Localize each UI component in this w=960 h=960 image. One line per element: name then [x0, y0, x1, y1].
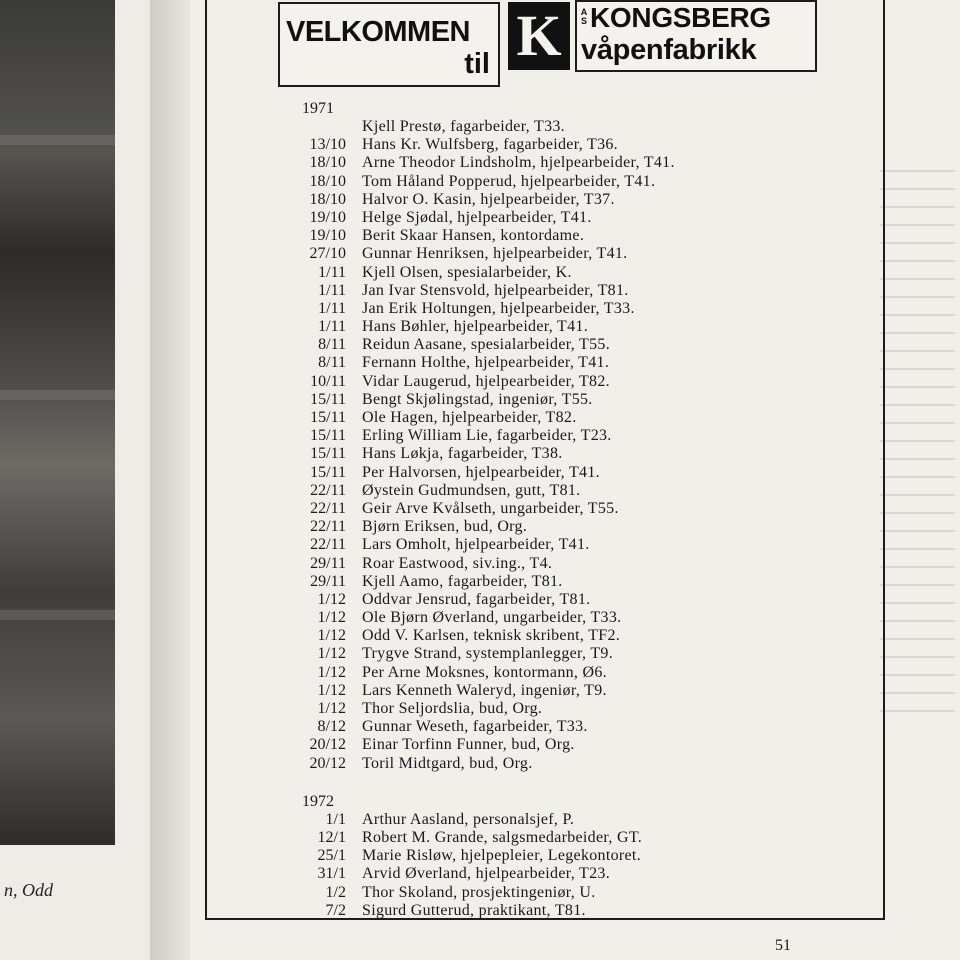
- entry-text: Per Halvorsen, hjelpearbeider, T41.: [362, 463, 600, 481]
- list-item: [290, 173, 860, 191]
- section-gap: [290, 773, 860, 793]
- list-item: [290, 464, 860, 482]
- entry-text: Kjell Aamo, fagarbeider, T81.: [362, 572, 563, 590]
- list-item: [290, 755, 860, 773]
- list-item: [290, 282, 860, 300]
- company-name: KONGSBERG: [590, 2, 771, 33]
- entry-text: Hans Løkja, fagarbeider, T38.: [362, 445, 563, 463]
- entry-date: 1/11: [318, 299, 346, 317]
- list-item: [290, 154, 860, 172]
- entry-date: 1/12: [317, 700, 346, 717]
- entry-date: 8/11: [318, 354, 346, 372]
- photo-collage: [0, 0, 115, 845]
- entry-text: Thor Skoland, prosjektingeniør, U.: [362, 883, 596, 901]
- list-item: [290, 884, 860, 902]
- entry-date: 1/12: [317, 627, 346, 645]
- entry-text: Odd V. Karlsen, teknisk skribent, TF2.: [362, 627, 621, 645]
- list-item: [290, 209, 860, 227]
- entry-date: 1/11: [318, 281, 346, 299]
- list-item: [290, 354, 860, 372]
- entry-date: 22/11: [310, 499, 346, 517]
- entry-date: 20/12: [309, 754, 346, 772]
- show-through-text: [880, 170, 955, 720]
- entry-date: 22/11: [310, 481, 346, 499]
- entry-date: 12/1: [317, 828, 346, 846]
- entry-text: Bengt Skjølingstad, ingeniør, T55.: [362, 390, 593, 408]
- list-item: [290, 118, 860, 136]
- entry-text: Øystein Gudmundsen, gutt, T81.: [362, 481, 581, 499]
- entry-text: Arvid Øverland, hjelpearbeider, T23.: [362, 865, 611, 883]
- entry-text: Arne Theodor Lindsholm, hjelpearbeider, T41.: [362, 154, 675, 172]
- list-item: [290, 136, 860, 154]
- entry-text: Vidar Laugerud, hjelpearbeider, T82.: [362, 372, 610, 390]
- entry-text: Trygve Strand, systemplanlegger, T9.: [362, 645, 614, 663]
- list-item: [290, 227, 860, 245]
- entry-date: 15/11: [310, 463, 346, 481]
- list-item: [290, 482, 860, 500]
- entry-date: 25/1: [317, 847, 346, 865]
- list-item: [290, 811, 860, 829]
- entry-text: Per Arne Moksnes, kontormann, Ø6.: [362, 663, 607, 681]
- list-item: [290, 865, 860, 883]
- entry-date: 1/12: [317, 609, 346, 627]
- list-item: [290, 373, 860, 391]
- entry-text: Bjørn Eriksen, bud, Org.: [362, 518, 528, 536]
- year-heading: 1972: [302, 792, 334, 810]
- entry-text: Helge Sjødal, hjelpearbeider, T41.: [362, 208, 592, 226]
- entry-date: 19/10: [309, 227, 346, 245]
- list-item: [290, 645, 860, 663]
- entry-date: 22/11: [310, 518, 346, 536]
- list-item: [290, 664, 860, 682]
- entry-text: Einar Torfinn Funner, bud, Org.: [362, 736, 575, 754]
- entry-text: Oddvar Jensrud, fagarbeider, T81.: [362, 590, 591, 608]
- entry-date: 15/11: [310, 445, 346, 463]
- list-item: [290, 318, 860, 336]
- list-item: [290, 191, 860, 209]
- photo-divider: [0, 135, 115, 145]
- entry-text: Berit Skaar Hansen, kontordame.: [362, 227, 585, 245]
- page-number: 51: [775, 937, 791, 954]
- entry-date: 1/12: [317, 590, 346, 608]
- kongsberg-logo: K: [508, 2, 570, 70]
- list-item: [290, 591, 860, 609]
- list-item: [290, 555, 860, 573]
- list-item: [290, 336, 860, 354]
- entry-date: 29/11: [310, 554, 346, 572]
- entry-date: 22/11: [310, 536, 346, 554]
- entry-date: 31/1: [317, 865, 346, 883]
- entry-text: Jan Erik Holtungen, hjelpearbeider, T33.: [362, 299, 635, 317]
- list-item: [290, 427, 860, 445]
- list-item: [290, 264, 860, 282]
- entry-text: Toril Midtgard, bud, Org.: [362, 754, 533, 772]
- company-banner: [575, 0, 817, 72]
- entry-date: 27/10: [309, 245, 346, 263]
- entry-date: 18/10: [309, 190, 346, 208]
- entry-date: 15/11: [310, 390, 346, 408]
- list-item: [290, 829, 860, 847]
- list-item: [290, 518, 860, 536]
- entry-date: 1/12: [317, 681, 346, 699]
- welcome-text: VELKOMMEN: [286, 16, 470, 48]
- entry-date: 18/10: [309, 172, 346, 190]
- entry-text: Lars Kenneth Waleryd, ingeniør, T9.: [362, 681, 607, 699]
- entry-text: Roar Eastwood, siv.ing., T4.: [362, 554, 553, 572]
- section-1971: [290, 118, 860, 773]
- entry-text: Lars Omholt, hjelpearbeider, T41.: [362, 536, 590, 554]
- entry-text: Hans Bøhler, hjelpearbeider, T41.: [362, 318, 589, 336]
- entry-text: Ole Bjørn Øverland, ungarbeider, T33.: [362, 609, 622, 627]
- list-item: [290, 736, 860, 754]
- list-item: [290, 500, 860, 518]
- list-item: [290, 682, 860, 700]
- entry-text: Jan Ivar Stensvold, hjelpearbeider, T81.: [362, 281, 629, 299]
- photo-divider: [0, 610, 115, 620]
- year-heading: 1971: [302, 100, 334, 117]
- entry-text: Gunnar Henriksen, hjelpearbeider, T41.: [362, 245, 628, 263]
- entry-text: Erling William Lie, fagarbeider, T23.: [362, 427, 612, 445]
- entry-date: 20/12: [309, 736, 346, 754]
- list-item: [290, 445, 860, 463]
- new-employees-list: [290, 100, 860, 920]
- list-item: [290, 536, 860, 554]
- photo-caption: n, Odd: [4, 880, 53, 900]
- entry-text: Kjell Prestø, fagarbeider, T33.: [362, 118, 565, 135]
- entry-date: 1/11: [318, 263, 346, 281]
- entry-text: Geir Arve Kvålseth, ungarbeider, T55.: [362, 499, 619, 517]
- entry-text: Ole Hagen, hjelpearbeider, T82.: [362, 409, 577, 426]
- entry-text: Halvor O. Kasin, hjelpearbeider, T37.: [362, 190, 615, 208]
- list-item: [290, 391, 860, 409]
- entry-date: 1/12: [317, 645, 346, 663]
- list-item: [290, 245, 860, 263]
- list-item: [290, 627, 860, 645]
- list-item: [290, 300, 860, 318]
- entry-date: 15/11: [310, 427, 346, 445]
- entry-date: 1/11: [318, 318, 346, 336]
- entry-text: Sigurd Gutterud, praktikant, T81.: [362, 901, 586, 919]
- entry-text: Hans Kr. Wulfsberg, fagarbeider, T36.: [362, 136, 618, 154]
- list-item: [290, 609, 860, 627]
- photo-divider: [0, 390, 115, 400]
- as-mark: A S: [580, 7, 588, 26]
- section-1972: [290, 811, 860, 920]
- entry-text: Marie Risløw, hjelpepleier, Legekontoret.: [362, 847, 641, 865]
- entry-text: Fernann Holthe, hjelpearbeider, T41.: [362, 354, 610, 372]
- left-page: [0, 0, 170, 960]
- entry-date: 10/11: [310, 372, 346, 390]
- welcome-banner: [278, 2, 500, 87]
- entry-text: Arthur Aasland, personalsjef, P.: [362, 810, 575, 828]
- entry-text: Thor Seljordslia, bud, Org.: [362, 700, 543, 717]
- list-item: [290, 718, 860, 736]
- factory-name: våpenfabrikk: [581, 34, 757, 66]
- entry-date: 13/10: [309, 136, 346, 154]
- entry-text: Reidun Aasane, spesialarbeider, T55.: [362, 336, 611, 354]
- list-item: [290, 700, 860, 718]
- entry-text: Kjell Olsen, spesialarbeider, K.: [362, 263, 572, 281]
- entry-date: 18/10: [309, 154, 346, 172]
- list-item: [290, 409, 860, 427]
- entry-date: 1/2: [325, 883, 346, 901]
- entry-date: 1/1: [325, 810, 346, 828]
- til-text: til: [464, 48, 490, 80]
- entry-text: Tom Håland Popperud, hjelpearbeider, T41.: [362, 172, 656, 190]
- list-item: [290, 573, 860, 591]
- entry-date: 8/12: [317, 718, 346, 736]
- entry-date: 19/10: [309, 208, 346, 226]
- entry-text: Robert M. Grande, salgsmedarbeider, GT.: [362, 828, 643, 846]
- entry-text: Gunnar Weseth, fagarbeider, T33.: [362, 718, 588, 736]
- entry-date: 1/12: [317, 663, 346, 681]
- entry-date: 15/11: [310, 409, 346, 426]
- list-item: [290, 902, 860, 920]
- entry-date: 8/11: [318, 336, 346, 354]
- entry-date: 7/2: [325, 901, 346, 919]
- list-item: [290, 847, 860, 865]
- entry-date: 29/11: [310, 572, 346, 590]
